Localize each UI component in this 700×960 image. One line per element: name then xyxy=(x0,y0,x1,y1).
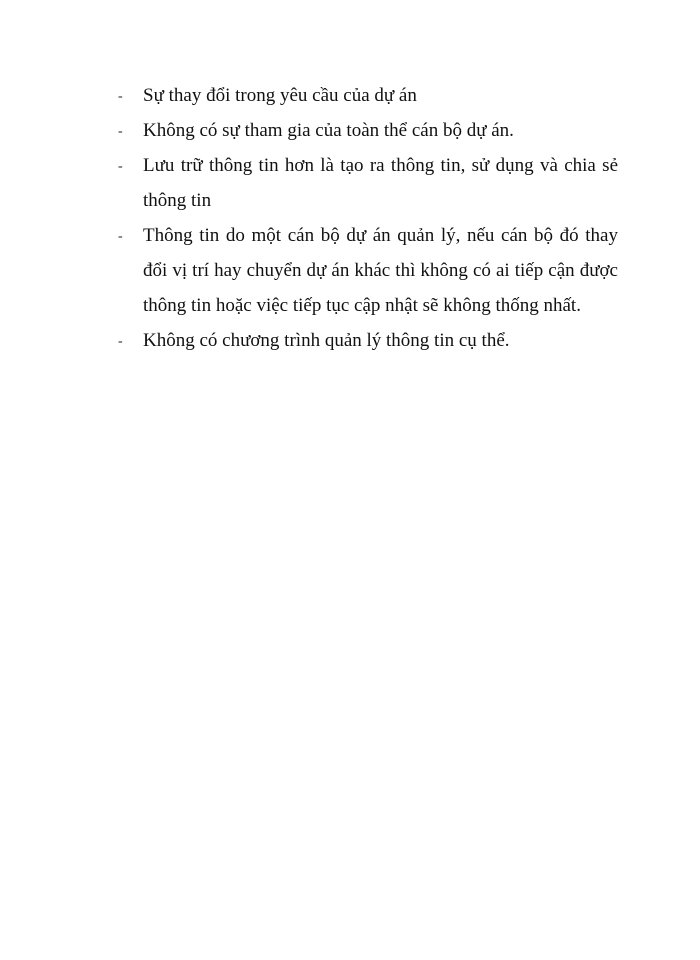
list-item-text: Không có chương trình quản lý thông tin cụ thể. xyxy=(143,330,510,351)
bullet-dash: - xyxy=(118,89,123,104)
list-item-text: Không có sự tham gia của toàn thể cán bộ dự án. xyxy=(143,120,514,141)
list-item-text: Thông tin do một cán bộ dự án quản lý, nếu cán bộ đó thay đổi vị trí hay chuyển dự án khác thì không có ai tiếp cận được thông tin hoặc việc tiếp tục cập nhật sẽ không thống nhất. xyxy=(143,225,618,316)
list-item xyxy=(118,78,618,113)
bullet-dash: - xyxy=(118,334,123,349)
list-item-text: Lưu trữ thông tin hơn là tạo ra thông tin, sử dụng và chia sẻ thông tin xyxy=(143,155,618,211)
list-item-text: Sự thay đổi trong yêu cầu của dự án xyxy=(143,85,417,106)
bullet-dash: - xyxy=(118,159,123,174)
list-item xyxy=(118,148,618,218)
bullet-dash: - xyxy=(118,124,123,139)
bullet-list xyxy=(118,78,618,358)
list-item xyxy=(118,323,618,358)
list-item xyxy=(118,218,618,323)
list-item xyxy=(118,113,618,148)
bullet-dash: - xyxy=(118,229,123,244)
